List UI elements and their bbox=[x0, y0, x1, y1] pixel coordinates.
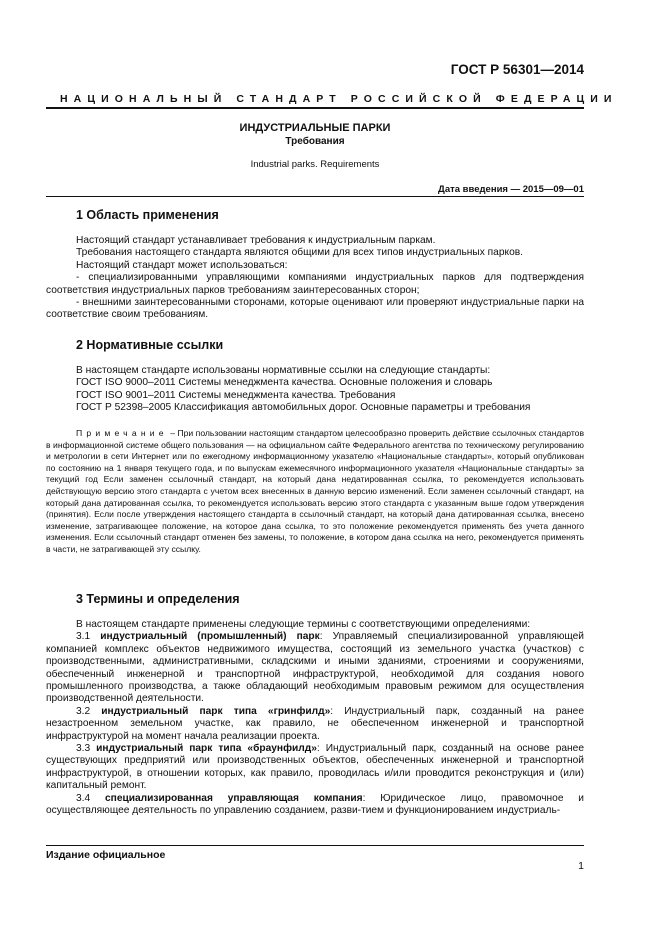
national-standard-banner: НАЦИОНАЛЬНЫЙ СТАНДАРТ РОССИЙСКОЙ ФЕДЕРАЦИИ bbox=[60, 93, 618, 105]
english-title: Industrial parks. Requirements bbox=[250, 159, 380, 170]
document-subtitle: Требования bbox=[285, 136, 345, 147]
note bbox=[46, 428, 584, 556]
introduction-date: Дата введения — 2015—09—01 bbox=[438, 184, 584, 195]
section-body bbox=[46, 365, 584, 415]
reference-item: ГОСТ ISO 9001–2011 Системы менеджмента качества. Требования bbox=[76, 389, 396, 401]
page-number: 1 bbox=[578, 860, 584, 872]
paragraph: Настоящий стандарт может использоваться: bbox=[76, 259, 288, 271]
paragraph: Настоящий стандарт устанавливает требования к индустриальным паркам. bbox=[76, 235, 436, 246]
paragraph: В настоящем стандарте использованы нормативные ссылки на следующие стандарты: bbox=[76, 365, 491, 376]
term-name: индустриальный парк типа «гринфилд» bbox=[101, 705, 331, 717]
standard-code: ГОСТ Р 56301—2014 bbox=[450, 62, 584, 77]
paragraph: Требования настоящего стандарта являются общими для всех типов индустриальных парков. bbox=[76, 247, 523, 259]
term-name: специализированная управляющая компания bbox=[105, 792, 363, 804]
term-entry: 3.3 индустриальный парк типа «браунфилд»: Индустриальный парк, созданный на основе ранее существующих предприятий или производственных объектов, обеспеченных инженерной и транспортной инфраструктурой, в отношении которых, как правило, проводилась и/или проводится реконструкция и (или) капитальный ремонт. bbox=[46, 743, 584, 792]
section-heading: 1 Область применения bbox=[76, 208, 219, 222]
footer-rule bbox=[46, 845, 584, 846]
term-name: индустриальный (промышленный) парк bbox=[100, 631, 320, 643]
reference-item: ГОСТ Р 52398–2005 Классификация автомобильных дорог. Основные параметры и требования bbox=[76, 402, 531, 414]
section-heading: 3 Термины и определения bbox=[76, 592, 240, 606]
term-entry: 3.2 индустриальный парк типа «гринфилд»: Индустриальный парк, созданный на ранее незастроенном земельном участке, как правило, не обеспеченном инженерной и транспортной инфраструктурой на момент начала реализации проекта. bbox=[46, 705, 585, 742]
note-text: – При пользовании настоящим стандартом целесообразно проверить действие ссылочных стандартов в информационной системе общего пользования — на официальном сайте Федерального агентства по техническому регулированию и метрологии в сети Интернет или по ежегодному информационному указателю «Национальные стандарты», который опубликован по состоянию на 1 января текущего года, и по выпускам ежемесячного информационного указателя «Национальные стандарты» за текущий год Если заменен ссылочный стандарт, на который дана недатированная ссылка, то рекомендуется использовать действующую версию этого стандарта с учетом всех внесенных в данную версию изменений. Если заменен ссылочный стандарт, на который дана датированная ссылка, то рекомендуется использовать версию этого стандарта с указанным выше годом утверждения (принятия). Если после утверждения настоящего стандарта в ссылочный стандарт, на который дана датированная ссылка, внесено изменение, затрагивающее положение, на которое дана ссылка, то это положение рекомендуется применять без учета данного изменения. Если ссылочный стандарт отменен без замены, то положение, в котором дана ссылка на него, рекомендуется применять в части, не затрагивающей эту ссылку. bbox=[46, 428, 585, 554]
section-heading: 2 Нормативные ссылки bbox=[76, 338, 224, 352]
note-label: Примечание bbox=[76, 428, 168, 438]
paragraph: - специализированными управляющими компаниями индустриальных парков для подтверждения соответствия индустриальных парков требованиям заинтересованных сторон; bbox=[46, 272, 584, 296]
section-body bbox=[46, 235, 584, 322]
term-name: индустриальный парк типа «браунфилд» bbox=[96, 743, 317, 755]
paragraph: В настоящем стандарте применены следующие термины с соответствующими определениями: bbox=[76, 619, 531, 630]
paragraph: - внешними заинтересованными сторонами, которые оценивают или проверяют индустриальные парки на соответствие своим требованиям. bbox=[46, 297, 584, 321]
term-entry: 3.4 специализированная управляющая компания: Юридическое лицо, правомочное и осуществляющее деятельность по управлению созданием, разви-тием и функционированием индустриаль- bbox=[46, 792, 584, 817]
section-body bbox=[46, 619, 584, 818]
official-edition-label: Издание официальное bbox=[46, 849, 166, 861]
header-rule bbox=[46, 107, 584, 109]
title-rule bbox=[46, 196, 584, 197]
document-title: ИНДУСТРИАЛЬНЫЕ ПАРКИ bbox=[239, 122, 391, 134]
reference-item: ГОСТ ISO 9000–2011 Системы менеджмента качества. Основные положения и словарь bbox=[76, 377, 493, 389]
term-entry: 3.1 индустриальный (промышленный) парк: Управляемый специализированной управляющей компанией комплекс объектов недвижимого имущества, состоящий из земельного участка (участков) с производственными, административными, складскими и иными зданиями, строениями и сооружениями, обеспеченный инженерной и транспортной инфраструктурой, необходимой для создания нового промышленного производства, а также обладающий необходимым правовым режимом для осуществления производственной деятельности. bbox=[46, 631, 584, 705]
